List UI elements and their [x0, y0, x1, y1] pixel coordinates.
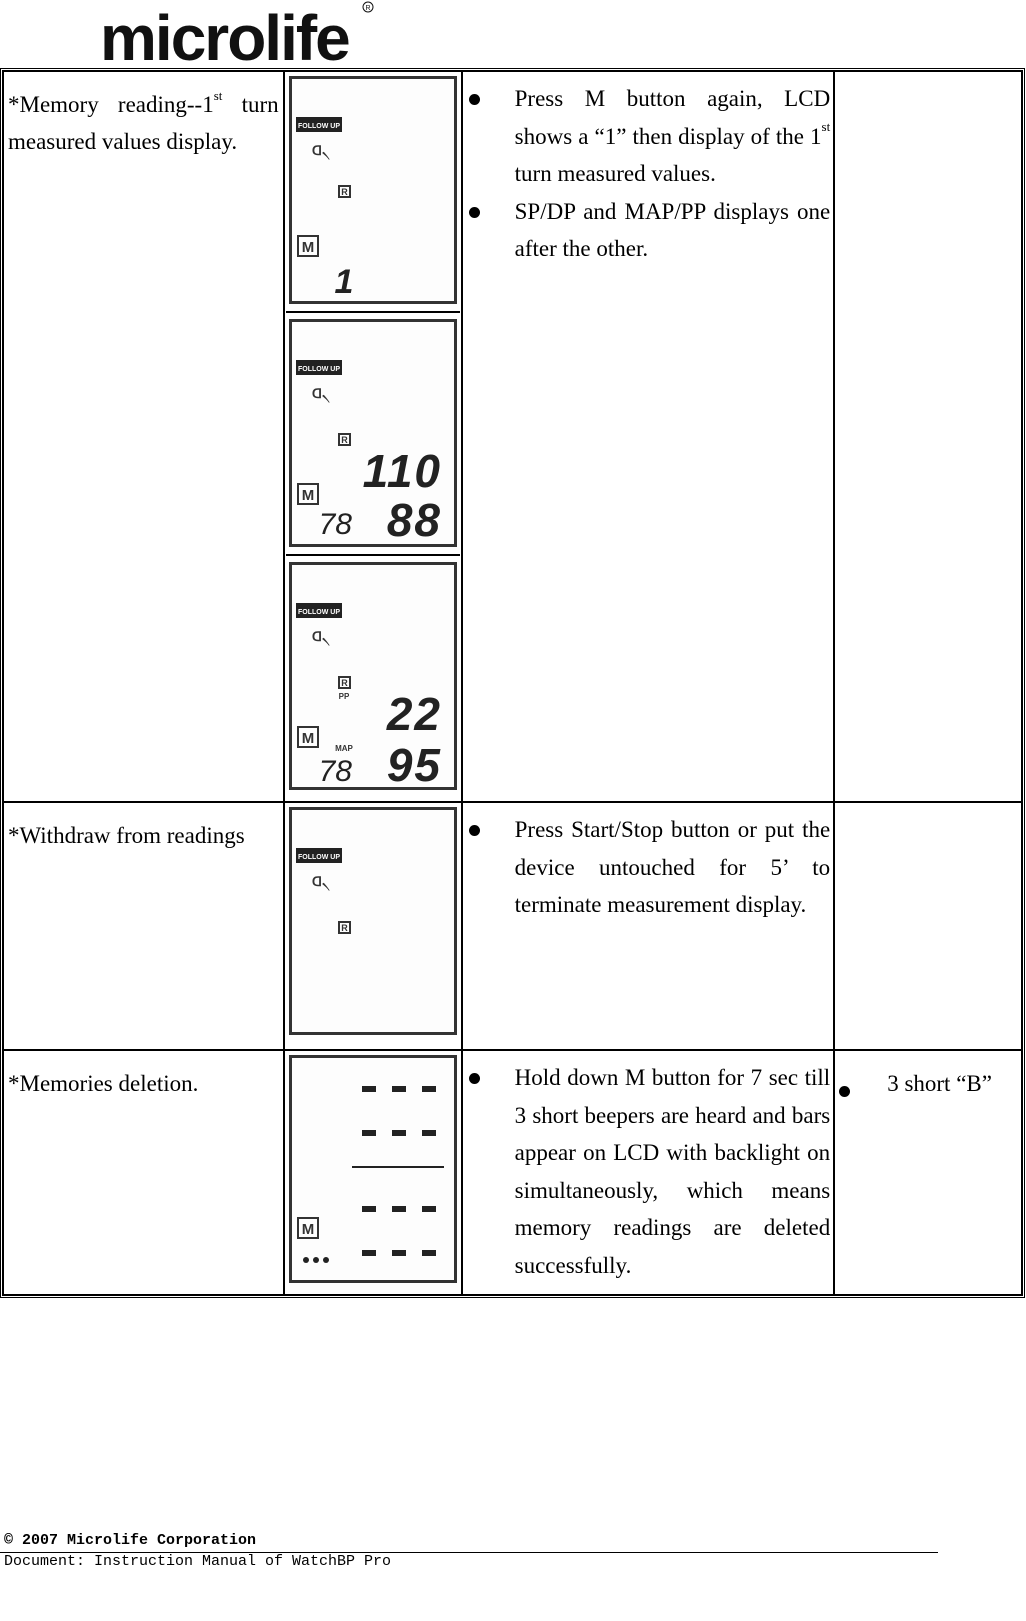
svg-text:MAP: MAP — [334, 744, 353, 753]
step-label-cell — [3, 1050, 284, 1295]
svg-text:1: 1 — [334, 263, 354, 301]
svg-text:M: M — [301, 239, 314, 256]
table-row-withdraw — [3, 802, 1022, 1050]
step-label: *Memories deletion. — [8, 1071, 199, 1096]
lcd-cell — [284, 802, 462, 1050]
sound-list — [835, 1051, 1021, 1103]
bullet-icon — [839, 1086, 850, 1097]
lcd-divider — [286, 554, 460, 556]
lcd-screen-memory-number — [289, 76, 457, 304]
lcd-screen-sys-dia — [289, 319, 457, 547]
lcd-cell — [284, 71, 462, 802]
footer-document: Document: Instruction Manual of WatchBP Pro — [4, 1553, 392, 1570]
instruction-table — [0, 68, 1025, 1298]
logo-text: microlife — [100, 2, 349, 68]
svg-text:22: 22 — [386, 688, 442, 740]
svg-text:M: M — [301, 487, 314, 504]
sound-cell — [834, 1050, 1022, 1295]
instruction-item: Hold down M button for 7 sec till 3 short beepers are heard and bars appear on LCD with backlight on simultaneously, which means memory readings are deleted successfully. — [463, 1059, 831, 1284]
instruction-cell — [462, 1050, 835, 1295]
svg-text:ᗡ৲: ᗡ৲ — [311, 386, 330, 401]
lcd-screen-idle — [289, 807, 457, 1035]
instruction-list — [463, 803, 834, 924]
svg-text:FOLLOW UP: FOLLOW UP — [297, 854, 340, 861]
lcd-cell — [284, 1050, 462, 1295]
sound-cell — [834, 802, 1022, 1050]
table-row-memories-deletion — [3, 1050, 1022, 1295]
lcd-screen-map-pp — [289, 562, 457, 790]
svg-text:R: R — [340, 187, 348, 197]
svg-text:ᗡ৲: ᗡ৲ — [311, 143, 330, 158]
bullet-icon — [469, 207, 480, 218]
svg-text:R: R — [340, 923, 348, 933]
bullet-icon — [469, 94, 480, 105]
instruction-cell — [462, 802, 835, 1050]
svg-text:78: 78 — [318, 755, 352, 788]
step-label-cell — [3, 71, 284, 802]
step-label-cell — [3, 802, 284, 1050]
table-row-memory-reading — [3, 71, 1022, 802]
instruction-list — [463, 1051, 834, 1284]
svg-text:110: 110 — [362, 445, 442, 497]
svg-text:R: R — [365, 5, 371, 12]
svg-text:ᗡ৲: ᗡ৲ — [311, 629, 330, 644]
svg-text:PP: PP — [338, 692, 349, 701]
svg-text:FOLLOW UP: FOLLOW UP — [297, 609, 340, 616]
microlife-logo — [100, 0, 400, 68]
footer-copyright: © 2007 Microlife Corporation — [4, 1532, 257, 1549]
instruction-item: Press M button again, LCD shows a “1” then display of the 1st turn measured values. — [463, 80, 831, 193]
svg-text:R: R — [340, 435, 348, 445]
sound-item: 3 short “B” — [835, 1065, 1018, 1103]
svg-text:M: M — [301, 730, 314, 747]
instruction-list — [463, 72, 834, 268]
instruction-item: SP/DP and MAP/PP displays one after the other. — [463, 193, 831, 268]
svg-text:88: 88 — [386, 494, 442, 546]
svg-text:FOLLOW UP: FOLLOW UP — [297, 123, 340, 130]
instruction-item: Press Start/Stop button or put the device untouched for 5’ to terminate measurement display. — [463, 811, 831, 924]
instruction-cell — [462, 71, 835, 802]
svg-text:FOLLOW UP: FOLLOW UP — [297, 366, 340, 373]
sound-cell — [834, 71, 1022, 802]
svg-text:78: 78 — [318, 508, 352, 541]
svg-text:95: 95 — [386, 739, 442, 790]
lcd-screen-bars — [289, 1055, 457, 1283]
bullet-icon — [469, 1073, 480, 1084]
svg-text:M: M — [301, 1221, 314, 1238]
bullet-icon — [469, 825, 480, 836]
svg-text:R: R — [340, 678, 348, 688]
step-label: *Withdraw from readings — [8, 823, 245, 848]
lcd-divider — [286, 311, 460, 313]
step-label: *Memory reading--1st turn measured values display. — [8, 88, 279, 154]
svg-text:ᗡ৲: ᗡ৲ — [311, 874, 330, 889]
